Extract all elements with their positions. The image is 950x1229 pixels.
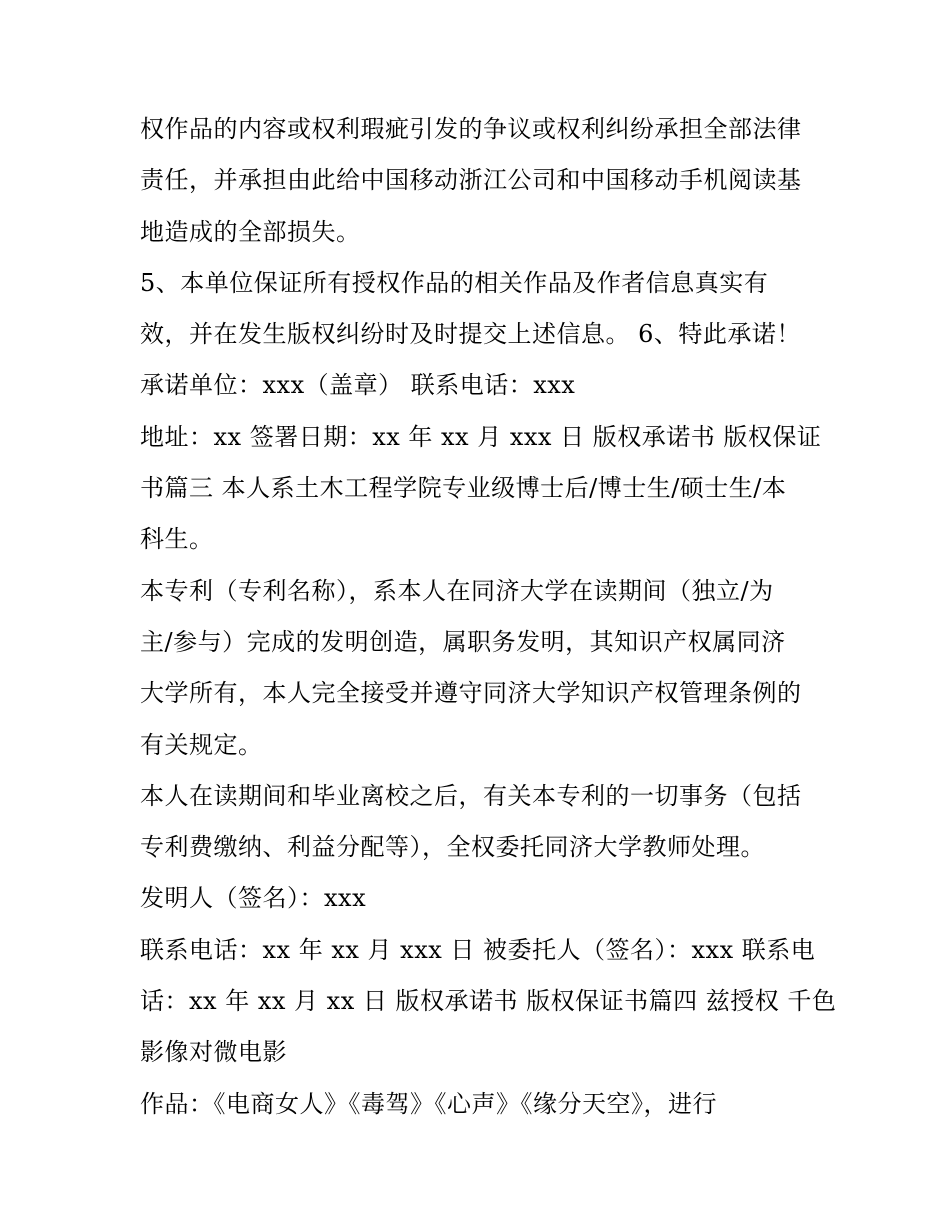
text-line: 话：xx 年 xx 月 xx 日 版权承诺书 版权保证书篇四 兹授权 千色: [140, 987, 837, 1016]
text-line: 主/参与）完成的发明创造，属职务发明，其知识产权属同济: [140, 627, 786, 656]
text-line: 有关规定。: [140, 730, 263, 759]
text-line: 本专利（专利名称），系本人在同济大学在读期间（独立/为: [140, 576, 774, 605]
text-line: 发明人（签名）：xxx: [140, 884, 367, 913]
text-line: 责任，并承担由此给中国移动浙江公司和中国移动手机阅读基: [140, 166, 802, 195]
text-line: 承诺单位：xxx（盖章） 联系电话：xxx: [140, 371, 576, 400]
text-line: 科生。: [140, 525, 214, 554]
text-line: 影像对微电影: [140, 1038, 287, 1067]
text-line: 作品：《电商女人》《毒驾》《心声》《缘分天空》，进行: [140, 1089, 717, 1118]
text-line: 大学所有，本人完全接受并遵守同济大学知识产权管理条例的: [140, 679, 802, 708]
text-line: 联系电话：xx 年 xx 月 xxx 日 被委托人（签名）：xxx 联系电: [140, 935, 816, 964]
text-line: 效，并在发生版权纠纷时及时提交上述信息。 6、特此承诺！: [140, 320, 801, 349]
text-line: 本人在读期间和毕业离校之后，有关本专利的一切事务（包括: [140, 781, 802, 810]
text-line: 地址：xx 签署日期：xx 年 xx 月 xxx 日 版权承诺书 版权保证: [140, 422, 822, 451]
text-line: 专利费缴纳、利益分配等），全权委托同济大学教师处理。: [140, 833, 765, 862]
document-body: [140, 104, 837, 1130]
text-line: 书篇三 本人系土木工程学院专业级博士后/博士生/硕士生/本: [140, 474, 787, 503]
text-line: 5、本单位保证所有授权作品的相关作品及作者信息真实有: [140, 268, 769, 297]
text-line: 权作品的内容或权利瑕疵引发的争议或权利纠纷承担全部法律: [140, 115, 802, 143]
text-line: 地造成的全部损失。: [140, 217, 361, 246]
